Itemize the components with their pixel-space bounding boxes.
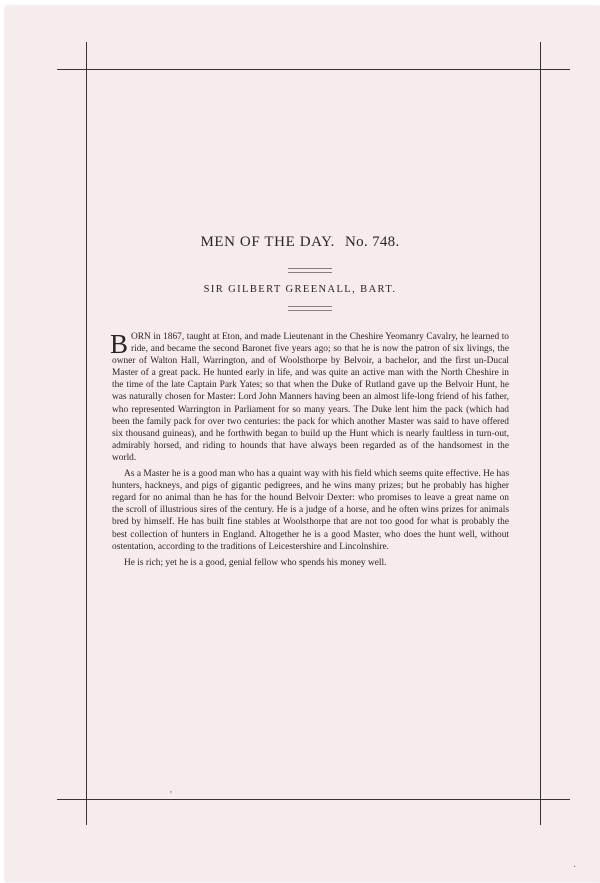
corner-mark: ·: [573, 862, 577, 873]
bottom-ornament-rule: [288, 306, 332, 311]
left-rule: [86, 42, 87, 825]
paragraph-1-text: ORN in 1867, taught at Eton, and made Lieutenant in the Cheshire Yeomanry Cavalry, he learned to ride, and became the second Baronet five years ago; so that he is now the patron of six livings, the owner of Walton Hall, Warrington, and of Woolsthorpe by Belvoir, a bachelor, and the first un-Ducal Master of a great pack. He hunted early in life, and was quite an active man with the North Cheshire in the time of the late Captain Park Yates; so that when the Duke of Rutland gave up the Belvoir Hunt, he was naturally chosen for Master: Lord John Manners having been an almost life-long friend of his father, who represented Warrington in Parliament for so many years. The Duke lent him the pack (which had been the family pack for over two centuries: the pack for which another Master was said to have offered six thousand guineas), and he forthwith began to build up the Hunt which is nearly faultless in turn-out, admirably horsed, and riding to hounds that have always been regarded as of the handsomest in the world.: [112, 332, 509, 463]
issue-number: No. 748.: [345, 234, 400, 250]
top-ornament-rule: [288, 268, 332, 273]
right-rule: [540, 42, 541, 825]
series-title: MEN OF THE DAY.: [200, 234, 336, 250]
paragraph-3: He is rich; yet he is a good, genial fellow who spends his money well.: [124, 557, 387, 568]
paragraph-1: [112, 331, 509, 464]
page-title: [0, 234, 600, 251]
subject-name: SIR GILBERT GREENALL, BART.: [203, 284, 397, 295]
margin-mark: ': [170, 790, 172, 801]
paragraph-2: As a Master he is a good man who has a quaint way with his field which seems quite effective. He has hunters, hackneys, and pigs of gigantic pedigrees, and he wins many prizes; but he probably has higher regard for no animal than he has for the hound Belvoir Dexter: who promises to leave a great name on the scroll of illustrious sires of the century. He is a judge of a horse, and he often wins prizes for animals bred by himself. He has built fine stables at Woolsthorpe that are not too good for what is probably the best collection of hunters in England. Altogether he is a good Master, who does the hunt well, without ostentation, according to the traditions of Leicestershire and Lincolnshire.: [112, 469, 509, 552]
article-body: [112, 331, 509, 573]
drop-cap: B: [110, 329, 129, 359]
top-rule: [57, 69, 570, 70]
bottom-rule: [57, 799, 570, 800]
